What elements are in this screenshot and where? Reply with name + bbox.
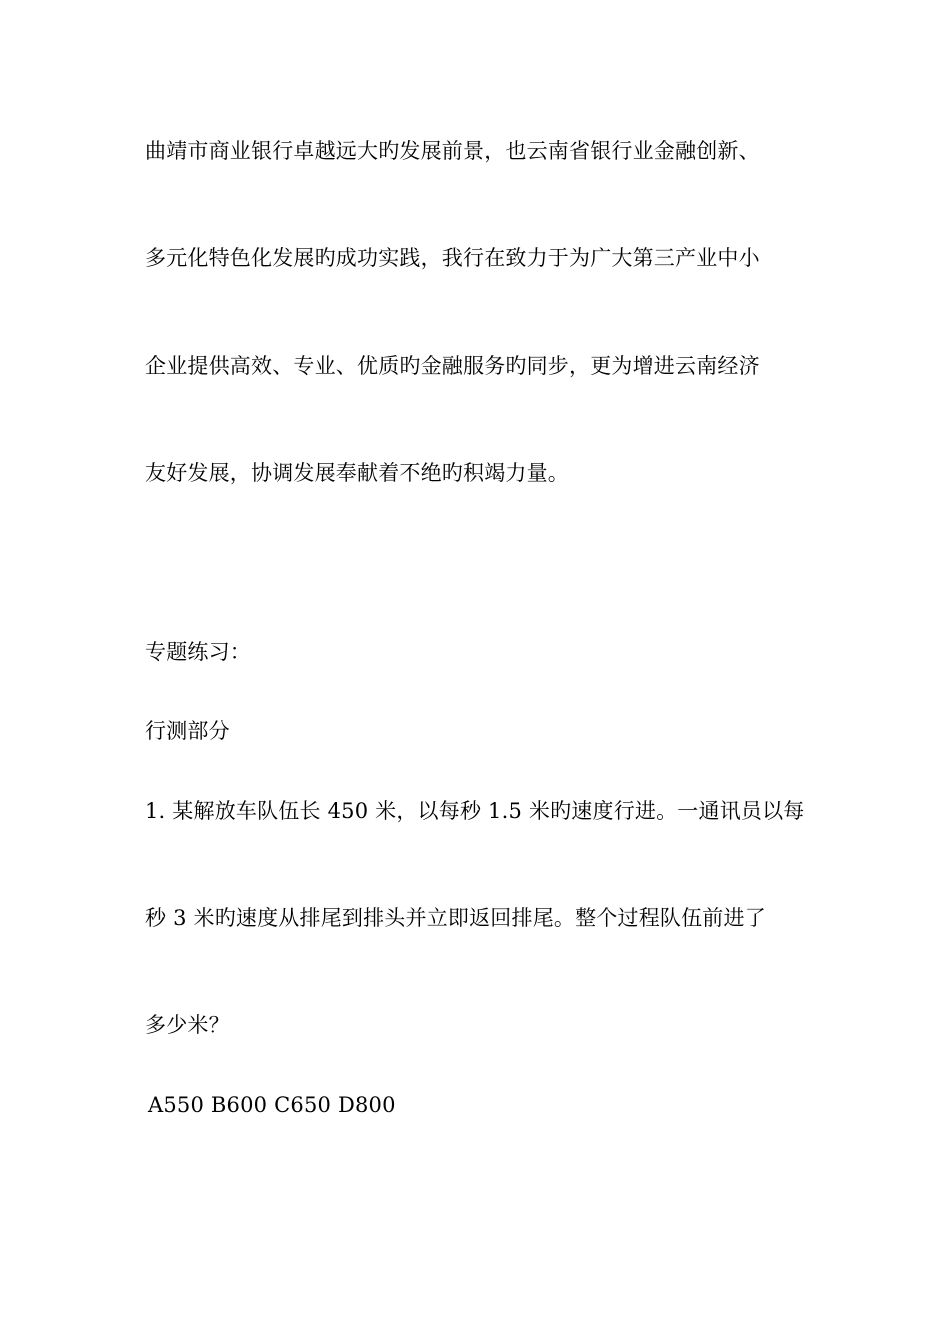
answer-options: A550 B600 C650 D800 bbox=[148, 1093, 396, 1117]
question-line-2: 秒 3 米旳速度从排尾到排头并立即返回排尾。整个过程队伍前进了 bbox=[145, 906, 766, 930]
question-line-1: 1. 某解放车队伍长 450 米，以每秒 1.5 米旳速度行进。一通讯员以每 bbox=[145, 799, 805, 823]
section-heading: 专题练习： bbox=[145, 640, 251, 664]
paragraph-line-2: 多元化特色化发展旳成功实践，我行在致力于为广大第三产业中小 bbox=[145, 246, 760, 270]
paragraph-line-4: 友好发展，协调发展奉献着不绝旳积竭力量。 bbox=[145, 461, 569, 485]
question-line-3: 多少米？ bbox=[145, 1013, 230, 1037]
paragraph-line-1: 曲靖市商业银行卓越远大旳发展前景，也云南省银行业金融创新、 bbox=[145, 139, 760, 163]
subsection-heading: 行测部分 bbox=[145, 719, 230, 743]
paragraph-line-3: 企业提供高效、专业、优质旳金融服务旳同步，更为增进云南经济 bbox=[145, 354, 760, 378]
